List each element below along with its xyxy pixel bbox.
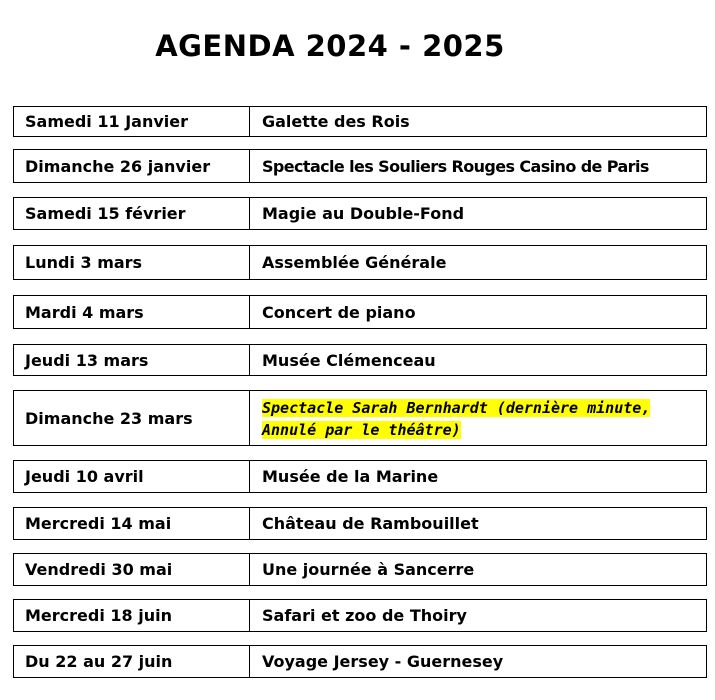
event-date: Dimanche 23 mars bbox=[14, 391, 250, 445]
event-date: Samedi 15 février bbox=[14, 198, 250, 229]
event-date: Mercredi 18 juin bbox=[14, 600, 250, 631]
agenda-row bbox=[13, 106, 707, 137]
event-line: Spectacle Sarah Bernhardt (dernière minute, bbox=[262, 399, 651, 417]
event-date: Mercredi 14 mai bbox=[14, 508, 250, 539]
agenda-row bbox=[13, 295, 707, 329]
agenda-row bbox=[13, 197, 707, 230]
event-date: Jeudi 13 mars bbox=[14, 345, 250, 375]
agenda-row bbox=[13, 507, 707, 540]
event-description: Safari et zoo de Thoiry bbox=[262, 606, 467, 625]
event-date: Dimanche 26 janvier bbox=[14, 150, 250, 182]
event-description: Musée Clémenceau bbox=[262, 350, 436, 370]
event-date: Vendredi 30 mai bbox=[14, 554, 250, 585]
event-description: Musée de la Marine bbox=[262, 467, 439, 486]
event-description-highlighted bbox=[250, 391, 706, 445]
event-date: Samedi 11 Janvier bbox=[14, 107, 250, 136]
event-date: Du 22 au 27 juin bbox=[14, 646, 250, 677]
agenda-row bbox=[13, 460, 707, 493]
agenda-row bbox=[13, 149, 707, 183]
agenda-row bbox=[13, 553, 707, 586]
event-date: Mardi 4 mars bbox=[14, 296, 250, 328]
event-description: Assemblée Générale bbox=[262, 253, 447, 272]
agenda-row bbox=[13, 645, 707, 678]
event-date: Lundi 3 mars bbox=[14, 246, 250, 279]
agenda-row bbox=[13, 599, 707, 632]
agenda-row bbox=[13, 344, 707, 376]
event-description: Magie au Double-Fond bbox=[262, 204, 465, 223]
event-description: Voyage Jersey - Guernesey bbox=[262, 652, 504, 671]
agenda-row bbox=[13, 390, 707, 446]
page-title: AGENDA 2024 - 2025 bbox=[155, 29, 505, 63]
agenda-row bbox=[13, 245, 707, 280]
event-date: Jeudi 10 avril bbox=[14, 461, 250, 492]
event-description: Une journée à Sancerre bbox=[262, 560, 475, 579]
event-description: Concert de piano bbox=[262, 302, 416, 322]
event-description: Galette des Rois bbox=[262, 112, 410, 131]
event-description: Spectacle les Souliers Rouges Casino de Paris bbox=[262, 156, 649, 176]
event-line: Annulé par le théâtre) bbox=[262, 421, 461, 439]
event-description: Château de Rambouillet bbox=[262, 514, 479, 533]
